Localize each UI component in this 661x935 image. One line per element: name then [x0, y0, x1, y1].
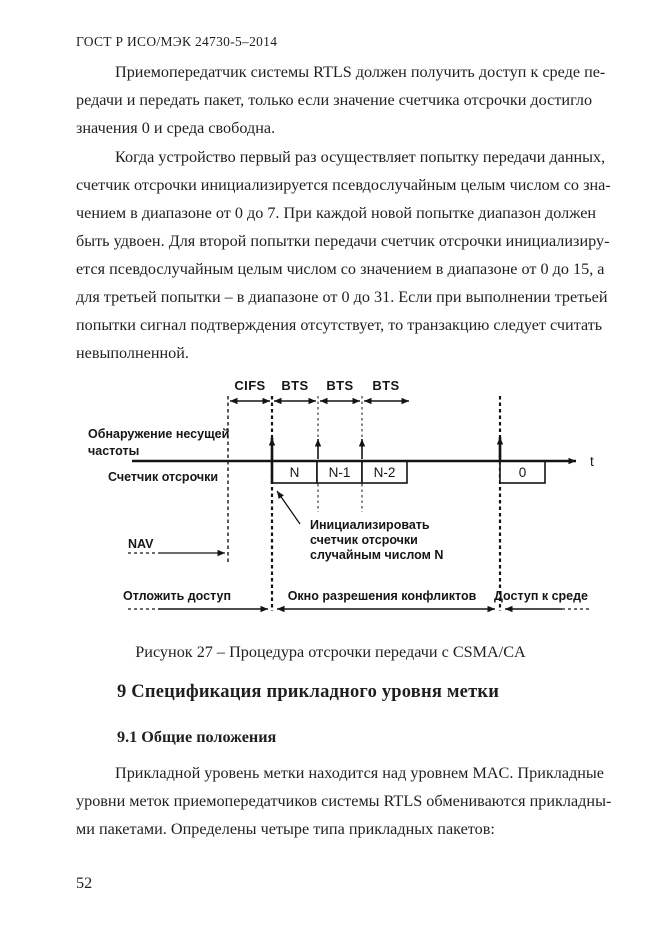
counter-value-0: 0	[518, 465, 527, 480]
interval-label-bts-3: BTS	[372, 378, 400, 393]
backoff-counter-label: Счетчик отсрочки	[108, 470, 219, 484]
text-line: ется псевдослучайным целым числом со значением в диапазоне от 0 до 15, а	[76, 260, 605, 278]
text-line: для третьей попытки – в диапазоне от 0 до 31. Если при выполнении третьей	[76, 288, 608, 306]
subsection-heading: 9.1 Общие положения	[117, 728, 277, 746]
text-line: счетчик отсрочки инициализируется псевдослучайным целым числом со зна-	[76, 176, 611, 194]
counter-value-n1: N-1	[328, 465, 351, 480]
section-heading: 9 Спецификация прикладного уровня метки	[117, 682, 500, 702]
counter-value-n2: N-2	[373, 465, 396, 480]
medium-access-label: Доступ к среде	[493, 589, 589, 603]
text-line: значения 0 и среда свободна.	[76, 119, 276, 137]
paragraph-2	[76, 143, 611, 367]
nav-label: NAV	[128, 537, 154, 551]
interval-label-bts-1: BTS	[281, 378, 309, 393]
text-line: попытки сигнал подтверждения отсутствует, то транзакцию следует считать	[76, 316, 603, 334]
annotation-line2: счетчик отсрочки	[310, 533, 418, 547]
text-line: быть удвоен. Для второй попытки передачи счетчик отсрочки инициализиру-	[76, 232, 610, 250]
annotation-arrow	[277, 491, 300, 524]
counter-value-n: N	[289, 465, 300, 480]
text-line: уровни меток приемопередатчиков системы RTLS обмениваются прикладны-	[76, 792, 612, 810]
page-number: 52	[76, 874, 93, 892]
csma-ca-backoff-diagram	[0, 371, 661, 623]
running-header: ГОСТ Р ИСО/МЭК 24730-5–2014	[76, 34, 278, 49]
annotation-line3: случайным числом N	[310, 548, 444, 562]
text-line: ми пакетами. Определены четыре типа прикладных пакетов:	[76, 820, 495, 838]
text-line: редачи и передать пакет, только если значение счетчика отсрочки достигло	[76, 91, 593, 109]
text-line: Приемопередатчик системы RTLS должен получить доступ к среде пе-	[115, 63, 606, 81]
carrier-detect-label-line2: частоты	[88, 444, 140, 458]
time-axis-label: t	[590, 454, 594, 469]
text-line: Прикладной уровень метки находится над уровнем MAC. Прикладные	[115, 764, 604, 782]
contention-window-label: Окно разрешения конфликтов	[287, 589, 477, 603]
text-line: Когда устройство первый раз осуществляет попытку передачи данных,	[115, 148, 606, 166]
text-line: чением в диапазоне от 0 до 7. При каждой новой попытке диапазон должен	[76, 204, 597, 222]
figure-caption: Рисунок 27 – Процедура отсрочки передачи с CSMA/CA	[135, 643, 526, 661]
text-line: невыполненной.	[76, 344, 189, 362]
paragraph-1	[76, 58, 606, 142]
paragraph-3	[76, 759, 612, 843]
dashed-guide-lines	[228, 396, 500, 611]
annotation-line1: Инициализировать	[310, 518, 430, 532]
carrier-detect-label-line1: Обнаружение несущей	[88, 427, 230, 441]
defer-access-label: Отложить доступ	[122, 589, 232, 603]
backoff-counter-boxes	[272, 461, 545, 483]
interval-label-bts-2: BTS	[326, 378, 354, 393]
interval-label-cifs: CIFS	[234, 378, 266, 393]
